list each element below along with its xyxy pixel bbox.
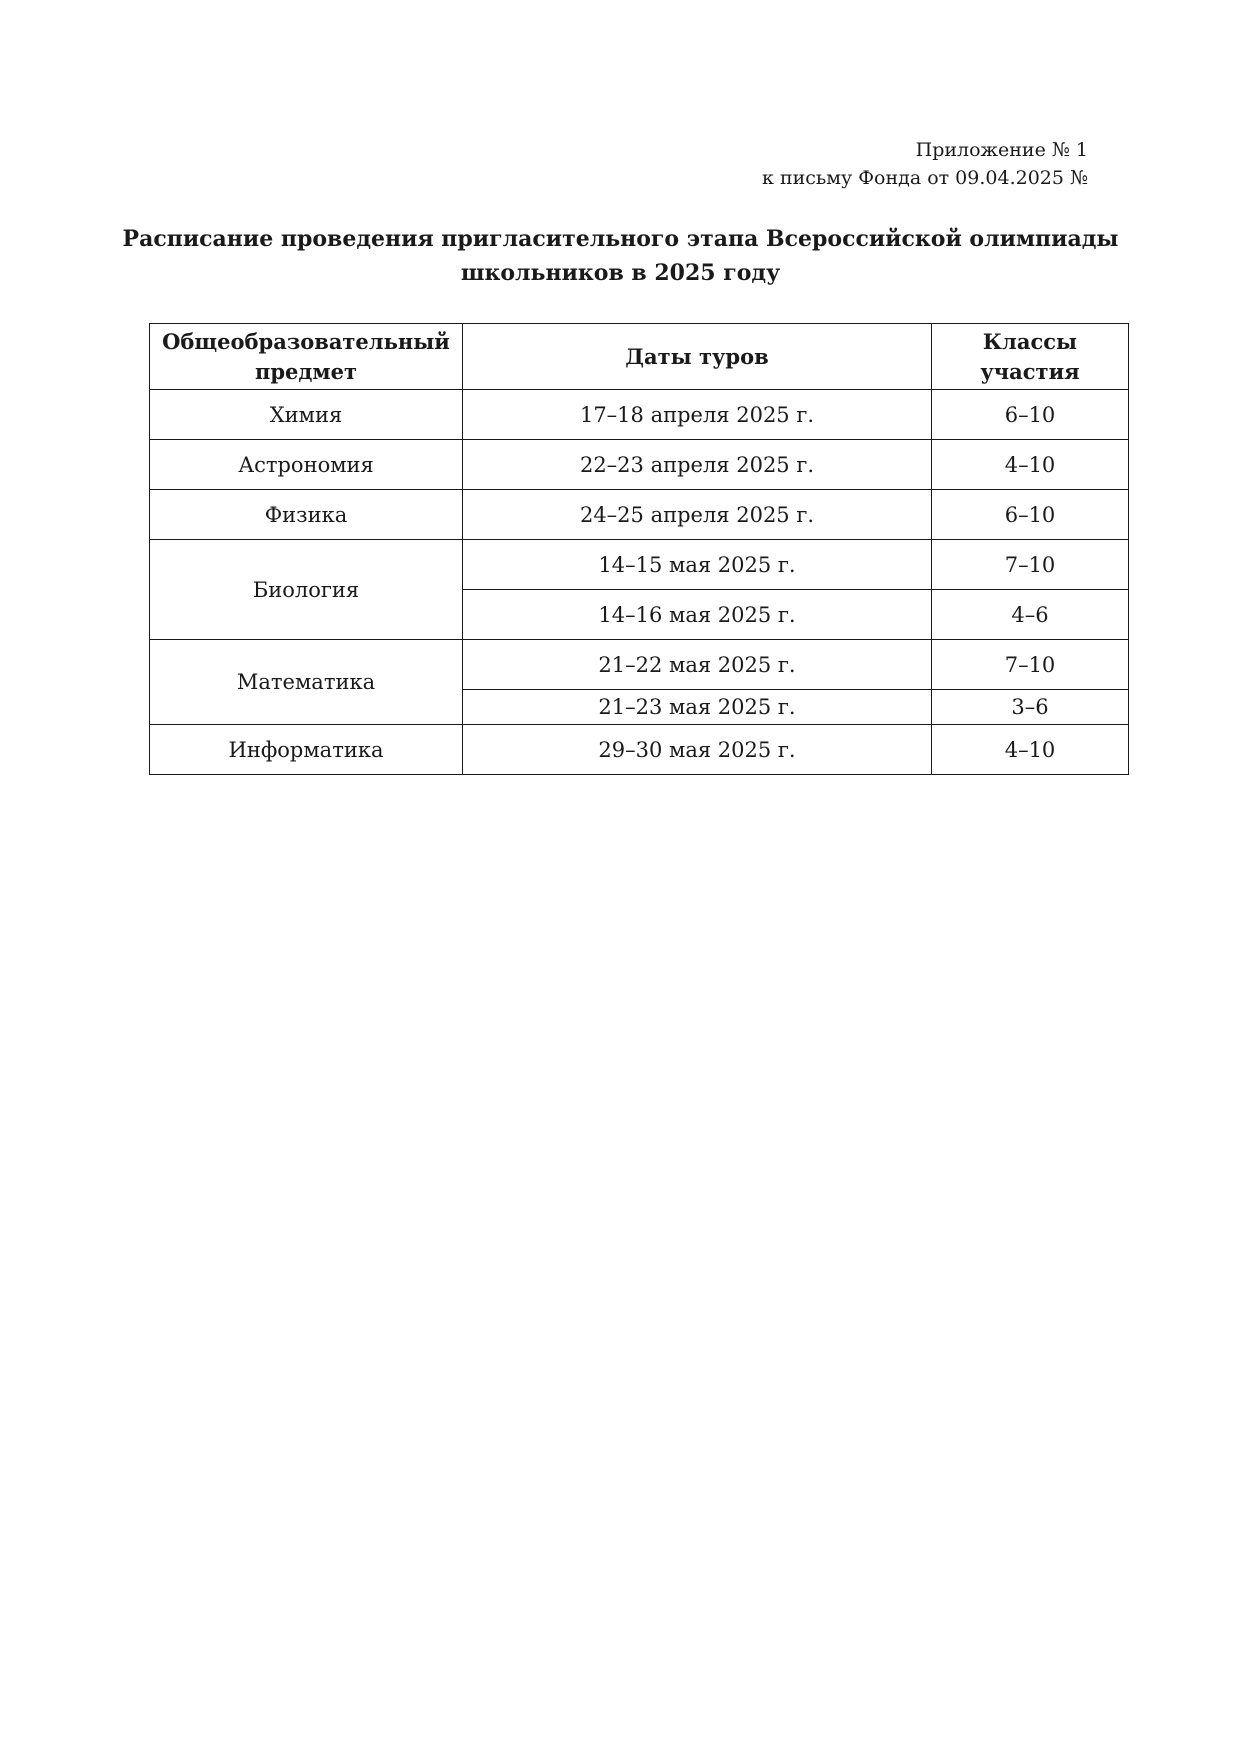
classes-cell: 4–10 (932, 440, 1129, 490)
subject-cell: Информатика (150, 725, 463, 775)
classes-cell: 6–10 (932, 390, 1129, 440)
subject-cell: Биология (150, 540, 463, 640)
table-row (150, 390, 1129, 440)
classes-cell: 4–10 (932, 725, 1129, 775)
subject-cell: Математика (150, 640, 463, 725)
dates-cell: 21–23 мая 2025 г. (463, 690, 932, 725)
header-classes: Классы участия (932, 324, 1129, 390)
subject-cell: Астрономия (150, 440, 463, 490)
attachment-reference: к письму Фонда от 09.04.2025 № (762, 167, 1088, 189)
table-row (150, 640, 1129, 690)
classes-cell: 7–10 (932, 540, 1129, 590)
subject-cell: Физика (150, 490, 463, 540)
schedule-table (149, 323, 1129, 775)
title-line-1: Расписание проведения пригласительного этапа Всероссийской олимпиады (122, 226, 1119, 252)
dates-cell: 14–16 мая 2025 г. (463, 590, 932, 640)
dates-cell: 22–23 апреля 2025 г. (463, 440, 932, 490)
dates-cell: 24–25 апреля 2025 г. (463, 490, 932, 540)
header-subject: Общеобразовательный предмет (150, 324, 463, 390)
dates-cell: 17–18 апреля 2025 г. (463, 390, 932, 440)
title-line-2: школьников в 2025 году (460, 260, 781, 286)
header-dates: Даты туров (463, 324, 932, 390)
dates-cell: 21–22 мая 2025 г. (463, 640, 932, 690)
table-row (150, 440, 1129, 490)
header-row (150, 324, 1129, 390)
table-row (150, 540, 1129, 590)
classes-cell: 7–10 (932, 640, 1129, 690)
table-row (150, 490, 1129, 540)
subject-cell: Химия (150, 390, 463, 440)
dates-cell: 29–30 мая 2025 г. (463, 725, 932, 775)
document-title (100, 222, 1141, 290)
attachment-number: Приложение № 1 (915, 139, 1088, 161)
dates-cell: 14–15 мая 2025 г. (463, 540, 932, 590)
attachment-note (762, 136, 1088, 192)
classes-cell: 6–10 (932, 490, 1129, 540)
table-row (150, 725, 1129, 775)
classes-cell: 4–6 (932, 590, 1129, 640)
classes-cell: 3–6 (932, 690, 1129, 725)
